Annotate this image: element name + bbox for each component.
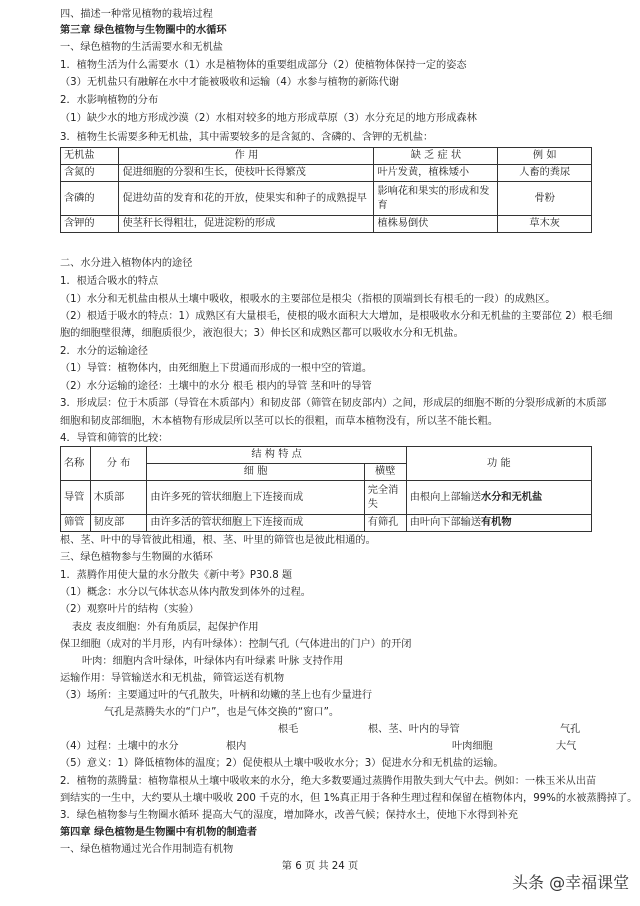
table-row: [61, 165, 592, 182]
text-line: （1）导管：植物体内，由死细胞上下贯通而形成的一根中空的管道。: [60, 363, 373, 374]
watermark: 头条 @幸福课堂: [512, 873, 630, 892]
text-line: 1．植物生活为什么需要水（1）水是植物体的重要组成部分（2）使植物体保持一定的姿态: [60, 60, 467, 71]
flow-label: 气孔: [560, 724, 581, 735]
text-line: 根、茎、叶中的导管彼此相通，根、茎、叶里的筛管也是彼此相通的。: [60, 535, 376, 546]
cell-text: 由叶向下部输送: [409, 517, 482, 528]
table-cell: 完全消失: [364, 481, 406, 515]
text-line: 胞的细胞壁很薄，细胞质很少，液泡很大；3）伸长区和成熟区都可以吸收水分和无机盐。: [60, 328, 464, 339]
text-line: 到结实的一生中，大约要从土壤中吸收 200 千克的水，但 1%真正用于各种生理过程和保留在植物体内，99%的水被蒸腾掉了。: [60, 793, 638, 804]
vessel-table: [60, 446, 592, 532]
table-cell: 骨粉: [498, 182, 592, 216]
section-heading: 四、描述一种常见植物的栽培过程: [60, 9, 213, 20]
table-header-row: [61, 148, 592, 165]
text-line: （1）缺少水的地方形成沙漠（2）水相对较多的地方形成草原（3）水分充足的地方形成森林: [60, 113, 477, 124]
section-heading: 一、绿色植物通过光合作用制造有机物: [60, 844, 234, 855]
table-cell: 由许多活的管状细胞上下连接而成: [147, 515, 364, 532]
table-header-cell: 例 如: [498, 148, 592, 165]
table-cell: 导管: [61, 481, 91, 515]
text-line: （2）水分运输的途径：土壤中的水分 根毛 根内的导管 茎和叶的导管: [60, 381, 372, 392]
table-cell: 叶片发黄，植株矮小: [374, 165, 498, 182]
table-header-cell: 名称: [61, 447, 91, 481]
flow-label: 根、茎、叶内的导管: [368, 724, 460, 735]
text-line: 2．水影响植物的分布: [60, 95, 159, 106]
table-header-cell: 作 用: [119, 148, 374, 165]
table-cell: [406, 481, 591, 515]
text-line: 1．根适合吸水的特点: [60, 276, 159, 287]
section-heading: 三、绿色植物参与生物圈的水循环: [60, 552, 213, 563]
table-cell: 使茎秆长得粗壮，促进淀粉的形成: [119, 216, 374, 233]
text-line: （5）意义：1）降低植物体的温度；2）促使根从土壤中吸收水分；3）促进水分和无机盐的运输。: [60, 758, 504, 769]
text-line: 运输作用：导管输送水和无机盐，筛管运送有机物: [60, 673, 285, 684]
text-line: 3．植物生长需要多种无机盐，其中需要较多的是含氮的、含磷的、含钾的无机盐：: [60, 132, 434, 143]
table-cell: 促进幼苗的发育和花的开放，使果实和种子的成熟提早: [119, 182, 374, 216]
table-row: [61, 515, 592, 532]
text-line: 细胞和韧皮部细胞，木本植物有形成层所以茎可以长的很粗，而草本植物没有，所以茎不能长粗。: [60, 416, 499, 427]
text-line: 表皮 表皮细胞：外有角质层，起保护作用: [72, 622, 259, 633]
table-cell: 木质部: [90, 481, 147, 515]
table-row: [61, 216, 592, 233]
table-header-cell: 横壁: [364, 464, 406, 481]
text-line: 保卫细胞（成对的半月形，内有叶绿体）：控制气孔（气体进出的门户）的开闭: [60, 639, 412, 650]
salt-table: [60, 147, 592, 233]
table-cell: 由许多死的管状细胞上下连接而成: [147, 481, 364, 515]
chapter-title: 第四章 绿色植物是生物圈中有机物的制造者: [60, 827, 258, 838]
text-line: 3．形成层：位于木质部（导管在木质部内）和韧皮部（筛管在韧皮部内）之间，形成层的细胞不断的分裂形成新的木质部: [60, 398, 607, 409]
cell-text: 由根向上部输送: [409, 491, 482, 503]
text-line: （3）场所：主要通过叶的气孔散失，叶柄和幼嫩的茎上也有少量进行: [60, 690, 373, 701]
flow-label: 大气: [556, 741, 577, 752]
text-line: 2．植物的蒸腾量：植物靠根从土壤中吸收来的水分，绝大多数要通过蒸腾作用散失到大气中去。例如：一株玉米从出苗: [60, 776, 597, 787]
table-row: [61, 182, 592, 216]
text-line: 4．导管和筛管的比较：: [60, 433, 169, 444]
section-heading: 一、绿色植物的生活需要水和无机盐: [60, 42, 223, 53]
text-line: 1．蒸腾作用使大量的水分散失《新中考》P30.8 题: [60, 570, 293, 581]
text-line: 3．绿色植物参与生物圈水循环 提高大气的湿度，增加降水，改善气候；保持水土，使地下水得到补充: [60, 810, 518, 821]
text-line: 叶肉：细胞内含叶绿体，叶绿体内有叶绿素 叶脉 支持作用: [82, 656, 344, 667]
table-cell: 有筛孔: [364, 515, 406, 532]
table-cell: 含氮的: [61, 165, 119, 182]
table-cell: 含磷的: [61, 182, 119, 216]
table-header-row: [61, 447, 592, 464]
table-cell: 筛管: [61, 515, 91, 532]
flow-label: （4）过程：土壤中的水分: [60, 741, 179, 752]
chapter-title: 第三章 绿色植物与生物圈中的水循环: [60, 25, 227, 36]
table-header-cell: 结 构 特 点: [147, 447, 406, 464]
section-heading: 二、水分进入植物体内的途径: [60, 258, 193, 269]
table-cell: 植株易倒伏: [374, 216, 498, 233]
table-header-cell: 分 布: [90, 447, 147, 481]
flow-label: 根毛: [278, 724, 299, 735]
table-cell: 影响花和果实的形成和发育: [374, 182, 498, 216]
text-line: 气孔是蒸腾失水的“门户”，也是气体交换的“窗口”。: [104, 707, 340, 718]
table-cell: 促进细胞的分裂和生长，使枝叶长得繁茂: [119, 165, 374, 182]
table-cell: [406, 515, 591, 532]
text-line: （2）观察叶片的结构（实验）: [60, 604, 199, 615]
flow-label: 根内: [226, 741, 247, 752]
table-header-cell: 细 胞: [147, 464, 364, 481]
table-header-cell: 无机盐: [61, 148, 119, 165]
page-footer: 第 6 页 共 24 页: [281, 861, 359, 872]
cell-emphasis: 水分和无机盐: [481, 491, 543, 503]
table-cell: 含钾的: [61, 216, 119, 233]
text-line: （1）概念：水分以气体状态从体内散发到体外的过程。: [60, 587, 311, 598]
table-cell: 人畜的粪尿: [498, 165, 592, 182]
table-header-cell: 功 能: [406, 447, 591, 481]
flow-label: 叶肉细胞: [452, 741, 493, 752]
text-line: （2）根适于吸水的特点：1）成熟区有大量根毛，使根的吸水面积大大增加，是根吸收水分和无机盐的主要部位 2）根毛细: [60, 311, 613, 322]
table-row: [61, 481, 592, 515]
text-line: （1）水分和无机盐由根从土壤中吸收，根吸水的主要部位是根尖（指根的顶端到长有根毛的一段）的成熟区。: [60, 294, 556, 305]
text-line: （3）无机盐只有融解在水中才能被吸收和运输（4）水参与植物的新陈代谢: [60, 77, 399, 88]
table-header-cell: 缺 乏 症 状: [374, 148, 498, 165]
cell-emphasis: 有机物: [481, 517, 512, 528]
table-cell: 草木灰: [498, 216, 592, 233]
text-line: 2．水分的运输途径: [60, 346, 148, 357]
table-cell: 韧皮部: [90, 515, 147, 532]
